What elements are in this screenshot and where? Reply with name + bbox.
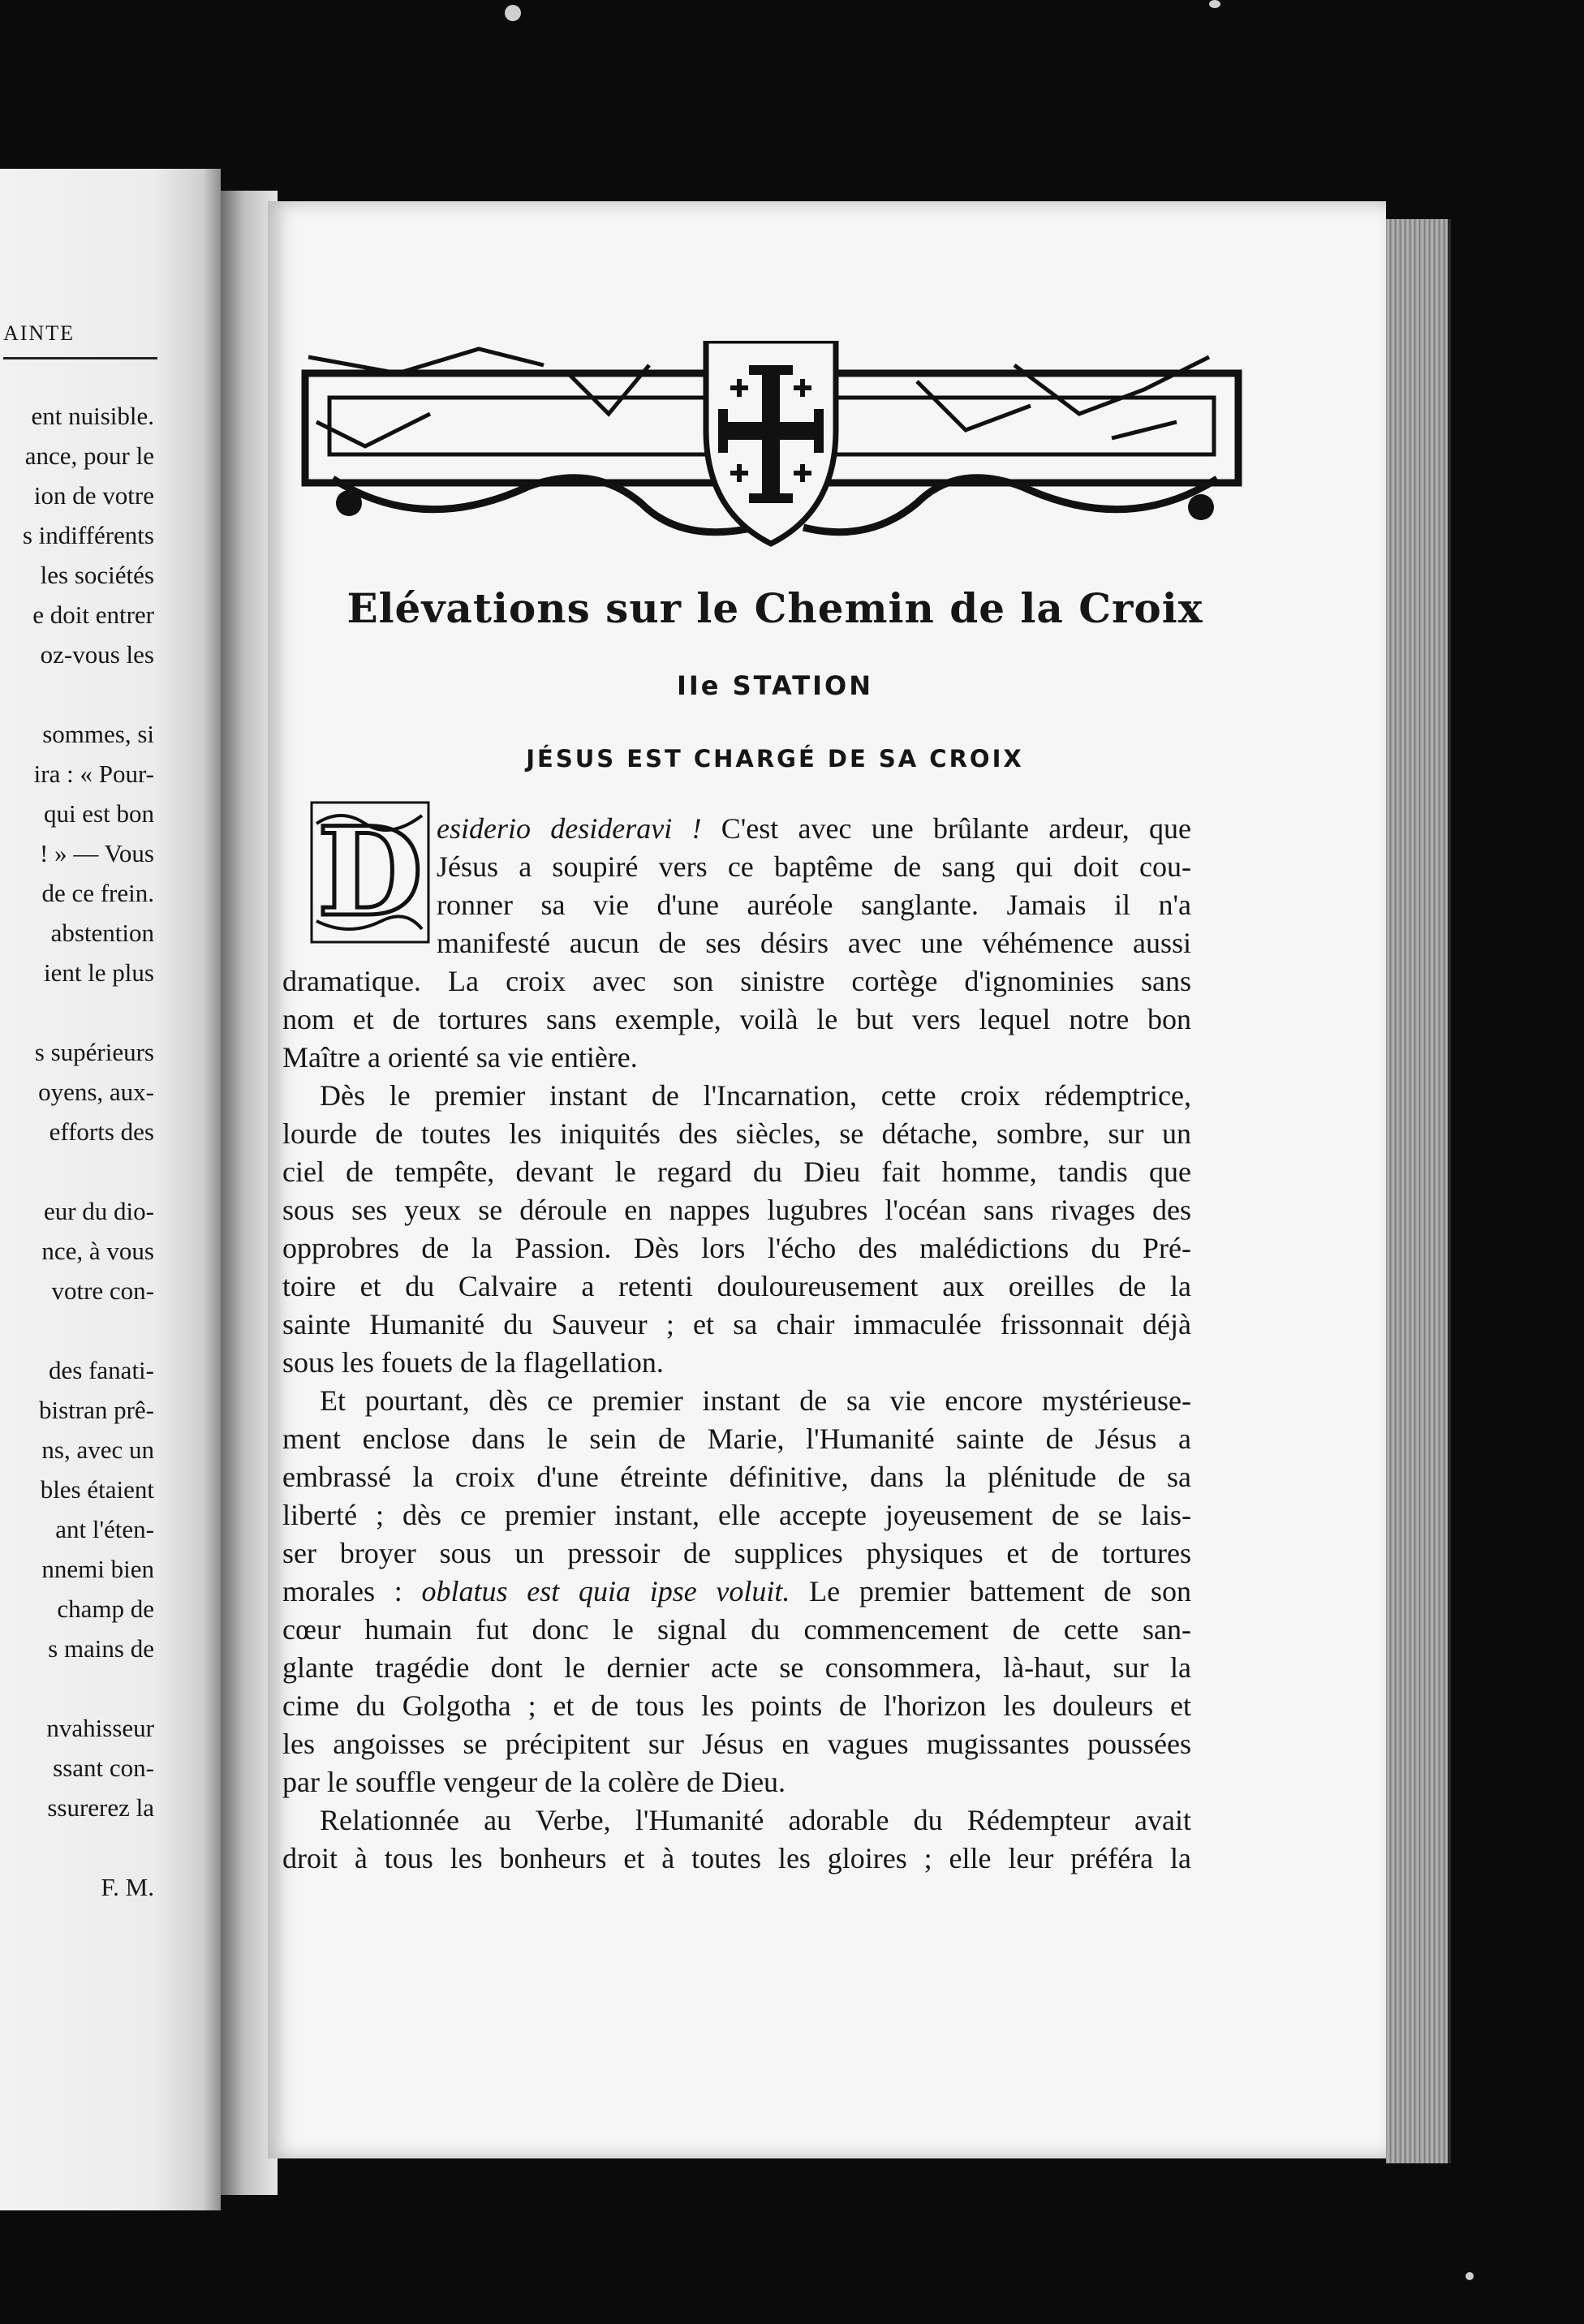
station-subtitle: JÉSUS EST CHARGÉ DE SA CROIX [526,745,1024,773]
body-text-line: Et pourtant, dès ce premier instant de sa vie encore mystérieuse- [320,1384,1191,1417]
left-text-line: ns, avec un [41,1435,154,1464]
left-text-line: e doit entrer [32,600,154,629]
left-text-line: F. M. [101,1873,154,1901]
left-text-line: bles étaient [40,1475,154,1504]
left-text-line: ion de votre [33,481,154,510]
body-text-line: ciel de tempête, devant le regard du Dieu fait homme, tandis que [282,1156,1191,1188]
ornamental-banner [300,341,1250,576]
body-text-line: dramatique. La croix avec son sinistre cortège d'ignominies sans [282,965,1191,997]
left-text-line: des fanati- [49,1356,154,1384]
left-text-line [0,1668,154,1708]
left-running-header: AINTE [3,321,157,359]
left-text-line: s supérieurs [34,1038,154,1066]
left-text-line: ira : « Pour- [33,760,154,788]
body-text-line: glante tragédie dont le dernier acte se consommera, là-haut, sur la [282,1651,1191,1684]
page-edges [1386,219,1451,2163]
page-title: Elévations sur le Chemin de la Croix [346,584,1203,632]
body-text-line: nom et de tortures sans exemple, voilà le but vers lequel notre bon [282,1003,1191,1035]
body-text-line: ment enclose dans le sein de Marie, l'Humanité sainte de Jésus a [282,1422,1191,1455]
left-text-line: s mains de [48,1634,154,1663]
body-text-line: par le souffle vengeur de la colère de Dieu. [282,1766,786,1798]
body-text-line: droit à tous les bonheurs et à toutes les gloires ; elle leur préféra la [282,1842,1191,1874]
left-text-line: votre con- [51,1276,154,1305]
left-text-line: ssurerez la [47,1793,154,1822]
body-text-line: morales : oblatus est quia ipse voluit. Le premier battement de son [282,1575,1191,1607]
left-text-line: ient le plus [43,958,154,987]
body-text-line: cœur humain fut donc le signal du commencement de cette san- [282,1613,1191,1646]
left-text-line: oz-vous les [40,640,154,669]
left-text-line [0,992,154,1032]
left-text-line: champ de [57,1595,154,1623]
body-text-line: sous les fouets de la flagellation. [282,1346,664,1379]
left-text-line: nce, à vous [41,1237,154,1265]
body-text-line: Maître a orienté sa vie entière. [282,1041,638,1074]
left-text-line [0,674,154,714]
station-heading: IIe STATION [676,670,874,701]
left-text-line: s indifférents [22,521,154,549]
latin-phrase: esiderio desideravi ! [437,812,702,845]
body-text-line: cime du Golgotha ; et de tous les points de l'horizon les douleurs et [282,1689,1191,1722]
left-text-line: de ce frein. [41,879,154,907]
rope-knot-left [336,490,362,516]
left-text-line: efforts des [49,1117,154,1146]
dust-speck [505,5,521,21]
left-text-line: qui est bon [43,799,154,828]
body-text-line: Relationnée au Verbe, l'Humanité adorable du Rédempteur avait [320,1804,1191,1836]
left-text-line: oyens, aux- [38,1078,154,1106]
body-text-line: sainte Humanité du Sauveur ; et sa chair immaculée frissonnait déjà [282,1308,1191,1341]
dust-speck [1209,0,1220,8]
body-text-line: opprobres de la Passion. Dès lors l'écho des malédictions du Pré- [282,1232,1191,1264]
left-text-line [0,1827,154,1867]
left-text-line: eur du dio- [43,1197,154,1225]
left-page [0,169,221,2210]
body-text-line: embrassé la croix d'une étreinte définitive, dans la plénitude de sa [282,1461,1191,1493]
body-text-line: lourde de toutes les iniquités des siècles, se détache, sombre, sur un [282,1117,1191,1150]
body-text-line: ser broyer sous un pressoir de supplices physiques et de tortures [282,1537,1191,1569]
body-text-line: manifesté aucun de ses désirs avec une véhémence aussi [437,927,1191,959]
left-text-line: les sociétés [40,561,154,589]
left-text-line: nvahisseur [46,1714,154,1742]
left-text-line: sommes, si [42,720,154,748]
left-text-line: ssant con- [53,1754,154,1782]
latin-phrase: oblatus est quia ipse voluit. [421,1575,790,1607]
body-text [282,810,1191,1878]
left-text-line: ance, pour le [24,441,154,470]
left-text-line [0,1310,154,1350]
body-text-line: liberté ; dès ce premier instant, elle accepte joyeusement de se lais- [282,1499,1191,1531]
dropcap-letter: D [316,801,424,944]
body-text-line: les angoisses se précipitent sur Jésus en vagues mugissantes poussées [282,1728,1191,1760]
left-text-line: ! » — Vous [40,839,154,867]
body-text-line: toire et du Calvaire a retenti douloureusement aux oreilles de la [282,1270,1191,1302]
dust-speck [1466,2272,1474,2280]
left-text-line: nnemi bien [41,1555,154,1583]
left-text-line: ent nuisible. [31,402,154,430]
left-text-line: bistran prê- [38,1396,154,1424]
left-text-line [0,1151,154,1191]
left-text-line: ant l'éten- [55,1515,154,1543]
left-text-line: abstention [50,919,154,947]
left-page-text [0,396,154,1907]
rope-knot-right [1188,494,1214,520]
body-text-line: sous ses yeux se déroule en nappes lugubres l'océan sans rivages des [282,1194,1191,1226]
body-text-line: Dès le premier instant de l'Incarnation, cette croix rédemptrice, [320,1079,1191,1112]
body-text-line: esiderio desideravi ! C'est avec une brûlante ardeur, que [437,812,1191,845]
body-text-line: ronner sa vie d'une auréole sanglante. Jamais il n'a [437,889,1191,921]
body-text-line: Jésus a soupiré vers ce baptême de sang qui doit cou- [437,850,1191,883]
